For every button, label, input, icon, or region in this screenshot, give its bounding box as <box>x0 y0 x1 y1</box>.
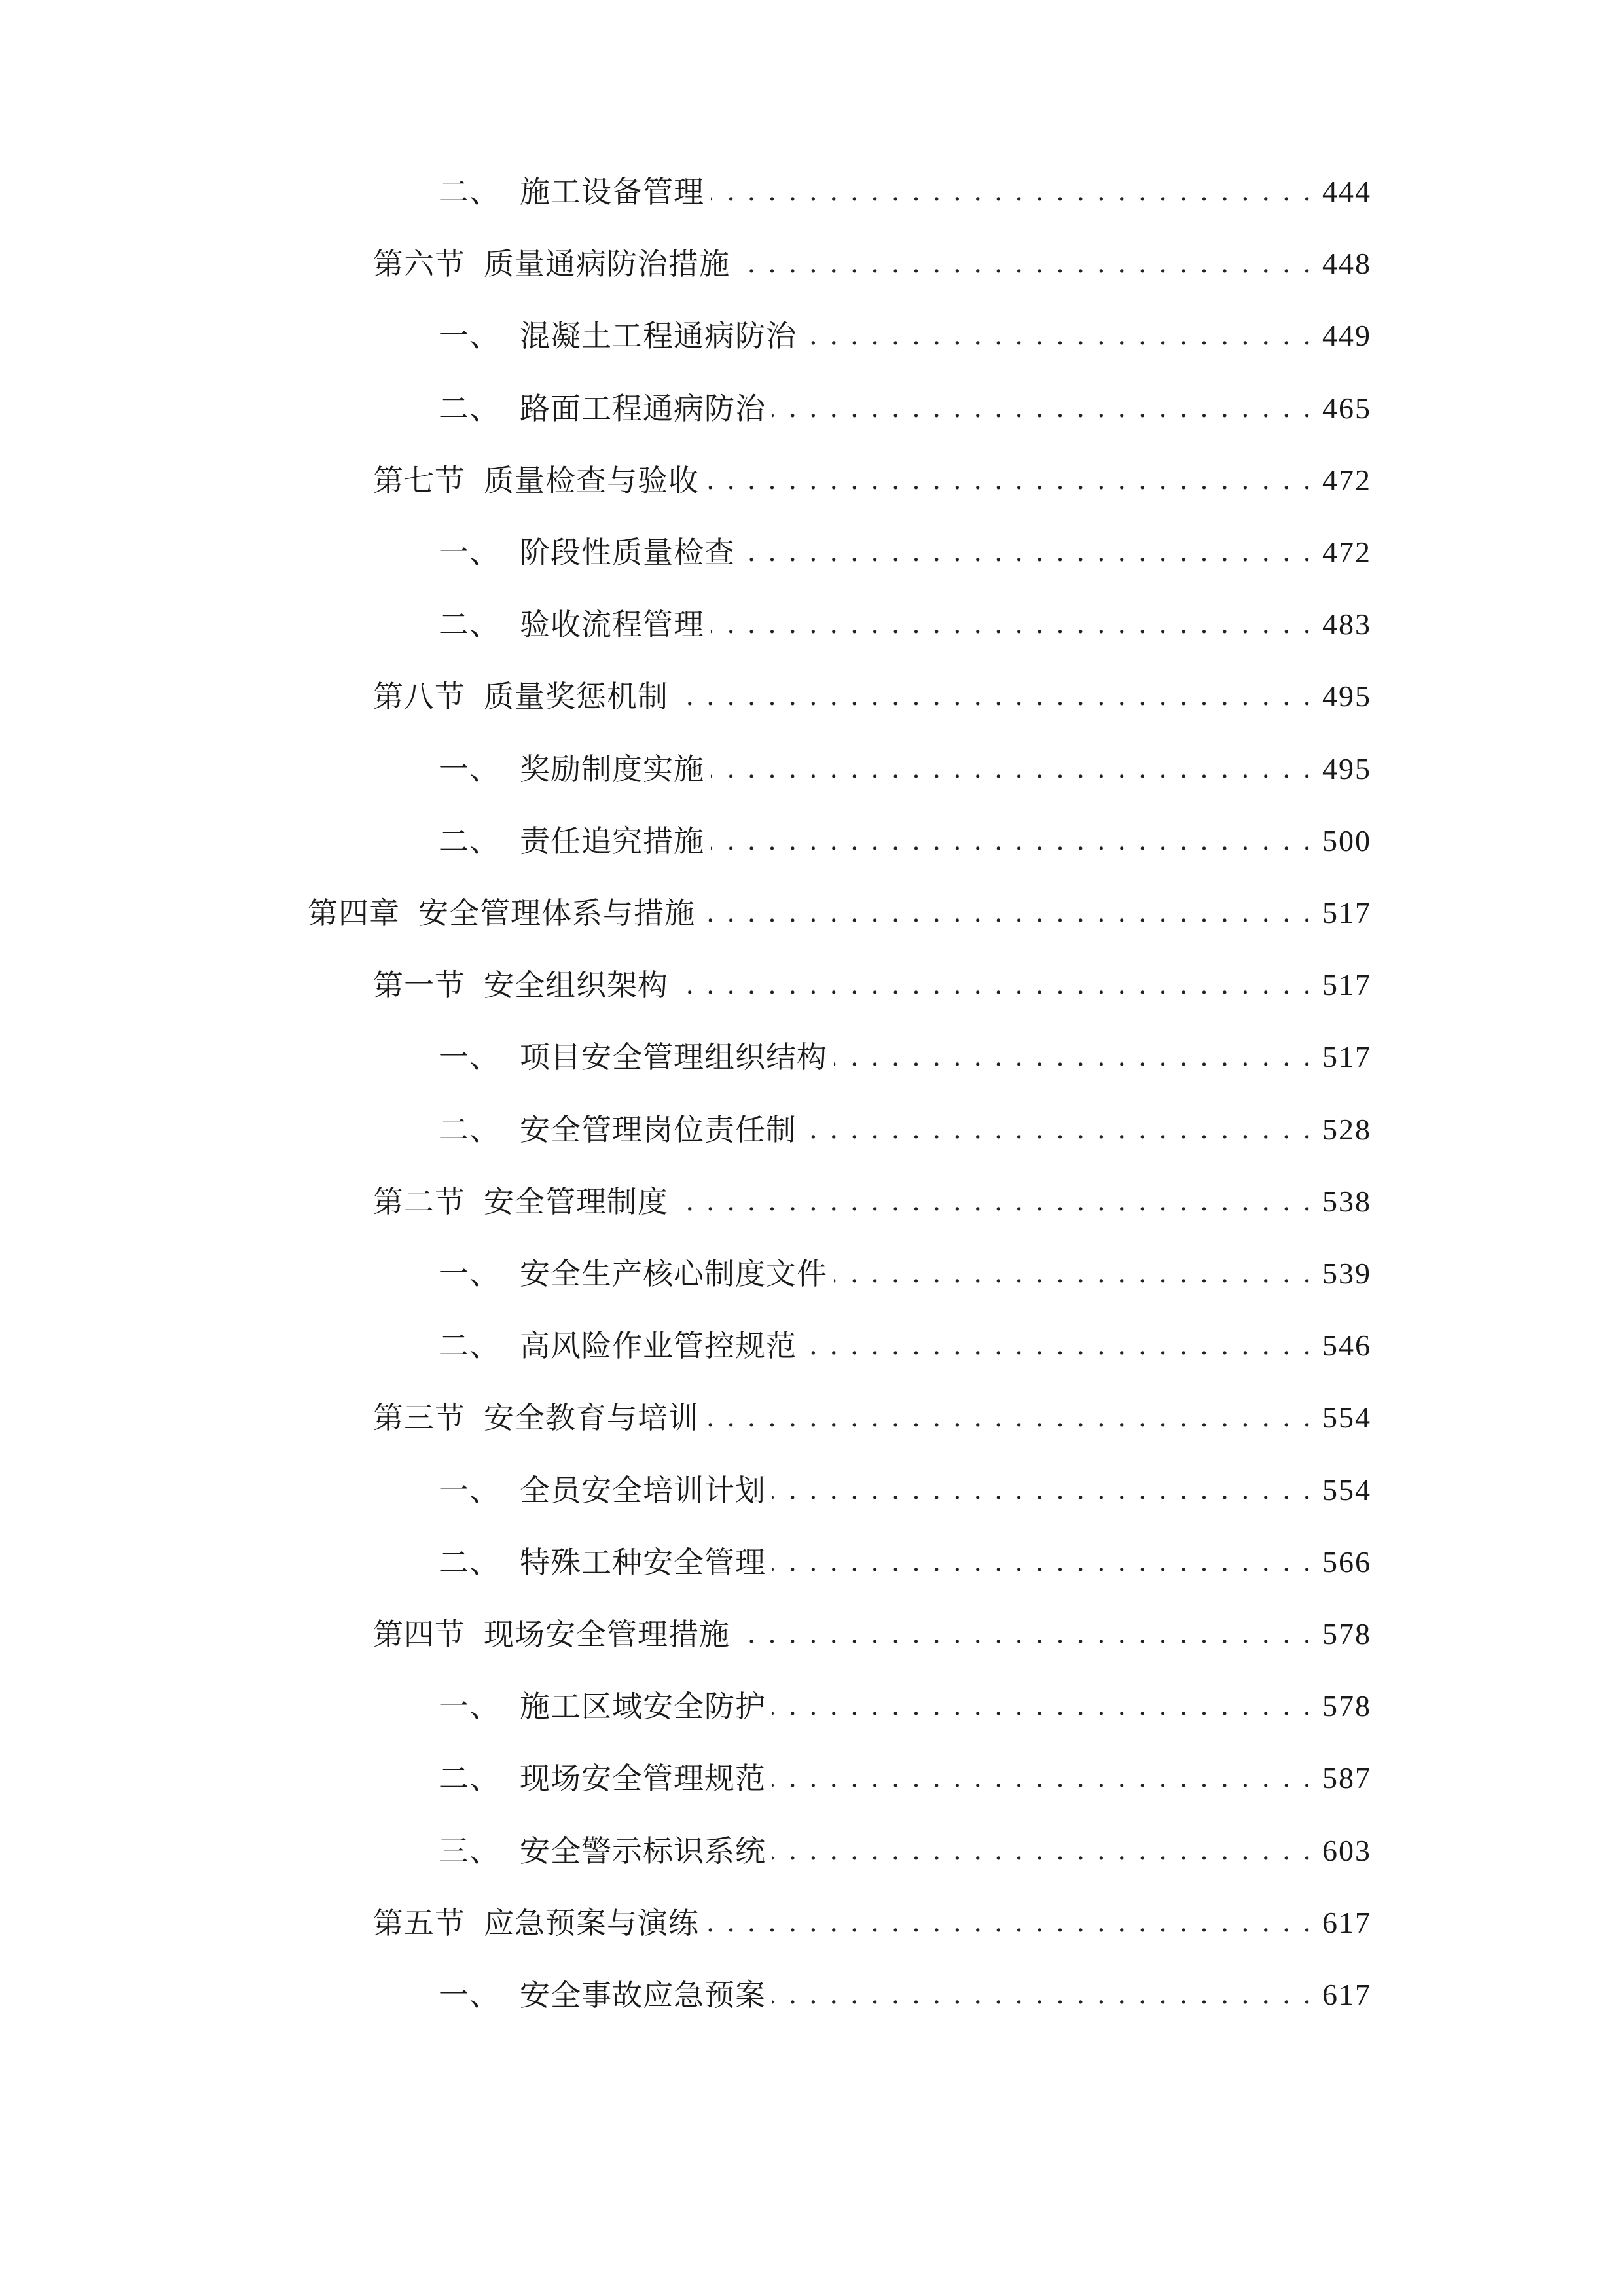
toc-dot-leader <box>711 815 1313 867</box>
toc-dot-leader <box>706 1391 1313 1444</box>
toc-dot-leader <box>834 1031 1313 1083</box>
toc-entry-number: 一、 <box>439 1977 500 2013</box>
toc-entry-title: 安全管理制度 <box>484 1183 668 1219</box>
toc-entry-title: 全员安全培训计划 <box>520 1472 766 1508</box>
toc-entry-title: 责任追究措施 <box>520 823 704 859</box>
toc-entry-number: 第一节 <box>373 967 465 1003</box>
toc-entry-page-number: 465 <box>1322 391 1371 425</box>
toc-entry-number: 二、 <box>439 1328 500 1364</box>
toc-dot-leader <box>675 670 1313 723</box>
toc-entry[interactable] <box>308 887 1371 939</box>
toc-entry[interactable] <box>373 1175 1371 1228</box>
toc-entry[interactable] <box>439 1464 1371 1516</box>
toc-entry-title: 项目安全管理组织结构 <box>520 1039 827 1075</box>
toc-entry[interactable] <box>439 526 1371 579</box>
toc-dot-leader <box>834 1247 1313 1300</box>
toc-entry[interactable] <box>439 310 1371 362</box>
toc-entry-title: 质量通病防治措施 <box>484 246 730 282</box>
toc-entry-number: 第三节 <box>373 1400 465 1436</box>
toc-entry[interactable] <box>373 454 1371 507</box>
toc-dot-leader <box>772 1969 1313 2021</box>
toc-dot-leader <box>772 382 1313 435</box>
toc-entry-number: 一、 <box>439 1689 500 1725</box>
toc-entry-page-number: 578 <box>1322 1689 1371 1723</box>
toc-dot-leader <box>675 959 1313 1011</box>
toc-entry-page-number: 449 <box>1322 319 1371 353</box>
toc-entry-number: 第六节 <box>373 246 465 282</box>
toc-entry-number: 二、 <box>439 1111 500 1147</box>
toc-entry-page-number: 566 <box>1322 1545 1371 1579</box>
toc-entry-title: 安全警示标识系统 <box>520 1833 766 1869</box>
toc-entry-title: 施工设备管理 <box>520 174 704 209</box>
toc-entry[interactable] <box>439 1825 1371 1877</box>
toc-entry-number: 第四节 <box>373 1617 465 1652</box>
toc-entry-page-number: 448 <box>1322 247 1371 281</box>
toc-entry-title: 质量奖惩机制 <box>484 679 668 715</box>
toc-dot-leader <box>675 1175 1313 1228</box>
toc-entry-title: 安全生产核心制度文件 <box>520 1256 827 1291</box>
toc-entry-title: 安全管理岗位责任制 <box>520 1111 797 1147</box>
toc-entry-number: 一、 <box>439 1256 500 1291</box>
toc-entry[interactable] <box>439 1752 1371 1804</box>
toc-dot-leader <box>772 1680 1313 1732</box>
toc-entry-number: 第五节 <box>373 1905 465 1941</box>
toc-entry-title: 阶段性质量检查 <box>520 535 735 570</box>
toc-entry-title: 质量检查与验收 <box>484 462 699 498</box>
toc-entry[interactable] <box>439 1103 1371 1156</box>
toc-entry-page-number: 538 <box>1322 1184 1371 1218</box>
toc-entry[interactable] <box>439 1536 1371 1588</box>
toc-entry-title: 奖励制度实施 <box>520 751 704 787</box>
toc-entry-page-number: 528 <box>1322 1112 1371 1146</box>
toc-dot-leader <box>706 454 1313 507</box>
toc-entry[interactable] <box>439 1969 1371 2021</box>
toc-dot-leader <box>772 1464 1313 1516</box>
toc-entry-number: 二、 <box>439 1761 500 1797</box>
toc-dot-leader <box>736 238 1313 290</box>
toc-entry-page-number: 517 <box>1322 1040 1371 1074</box>
toc-entry-number: 一、 <box>439 318 500 354</box>
toc-entry-number: 一、 <box>439 535 500 570</box>
toc-entry-number: 二、 <box>439 390 500 426</box>
toc-dot-leader <box>711 166 1313 218</box>
toc-entry[interactable] <box>439 1319 1371 1372</box>
toc-entry-number: 一、 <box>439 1039 500 1075</box>
toc-entry-page-number: 472 <box>1322 535 1371 569</box>
toc-entry-number: 三、 <box>439 1833 500 1869</box>
toc-entry-title: 混凝土工程通病防治 <box>520 318 797 354</box>
toc-entry-number: 二、 <box>439 1544 500 1580</box>
toc-entry-title: 施工区域安全防护 <box>520 1689 766 1725</box>
toc-entry-page-number: 500 <box>1322 823 1371 857</box>
toc-dot-leader <box>736 1608 1313 1660</box>
toc-entry[interactable] <box>373 670 1371 723</box>
toc-entry-number: 第四章 <box>308 895 400 931</box>
toc-entry-page-number: 603 <box>1322 1833 1371 1867</box>
toc-dot-leader <box>702 887 1313 939</box>
toc-entry-title: 特殊工种安全管理 <box>520 1544 766 1580</box>
toc-dot-leader <box>772 1536 1313 1588</box>
toc-dot-leader <box>772 1752 1313 1804</box>
toc-entry[interactable] <box>439 1031 1371 1083</box>
toc-entry-page-number: 617 <box>1322 1978 1371 2011</box>
toc-entry-page-number: 587 <box>1322 1761 1371 1795</box>
toc-dot-leader <box>803 1103 1313 1156</box>
toc-entry-number: 一、 <box>439 751 500 787</box>
toc-entry-number: 二、 <box>439 823 500 859</box>
toc-entry-title: 验收流程管理 <box>520 607 704 643</box>
toc-entry[interactable] <box>373 238 1371 290</box>
toc-entry-title: 安全管理体系与措施 <box>418 895 695 931</box>
toc-entry-number: 二、 <box>439 174 500 209</box>
toc-entry-title: 高风险作业管控规范 <box>520 1328 797 1364</box>
toc-dot-leader <box>803 1319 1313 1372</box>
toc-entry[interactable] <box>439 815 1371 867</box>
toc-entry-page-number: 495 <box>1322 751 1371 785</box>
toc-entry-page-number: 546 <box>1322 1329 1371 1363</box>
toc-entry-page-number: 495 <box>1322 679 1371 713</box>
toc-entry-number: 第二节 <box>373 1183 465 1219</box>
toc-entry-title: 安全教育与培训 <box>484 1400 699 1436</box>
toc-entry-page-number: 539 <box>1322 1257 1371 1290</box>
toc-entry-title: 现场安全管理措施 <box>484 1617 730 1652</box>
toc-entry[interactable] <box>373 959 1371 1011</box>
toc-entry-page-number: 554 <box>1322 1473 1371 1507</box>
toc-entry-page-number: 578 <box>1322 1617 1371 1651</box>
toc-entry-page-number: 444 <box>1322 175 1371 208</box>
toc-entry-page-number: 483 <box>1322 607 1371 641</box>
toc-entry-title: 现场安全管理规范 <box>520 1761 766 1797</box>
toc-entry-title: 安全事故应急预案 <box>520 1977 766 2013</box>
toc-entry[interactable] <box>439 598 1371 651</box>
toc-dot-leader <box>711 743 1313 795</box>
toc-entry-number: 二、 <box>439 607 500 643</box>
toc-dot-leader <box>711 598 1313 651</box>
toc-entry[interactable] <box>439 166 1371 218</box>
toc-entry[interactable] <box>373 1897 1371 1949</box>
toc-entry-number: 一、 <box>439 1472 500 1508</box>
toc-entry[interactable] <box>373 1608 1371 1660</box>
toc-entry-page-number: 554 <box>1322 1401 1371 1435</box>
toc-dot-leader <box>706 1897 1313 1949</box>
toc-entry-page-number: 472 <box>1322 463 1371 497</box>
toc-entry-page-number: 517 <box>1322 968 1371 1002</box>
toc-entry-page-number: 517 <box>1322 896 1371 929</box>
toc-entry[interactable] <box>439 743 1371 795</box>
toc-entry-title: 路面工程通病防治 <box>520 390 766 426</box>
toc-entry[interactable] <box>373 1391 1371 1444</box>
toc-entry-number: 第七节 <box>373 462 465 498</box>
toc-dot-leader <box>772 1825 1313 1877</box>
toc-entry[interactable] <box>439 382 1371 435</box>
toc-entry-number: 第八节 <box>373 679 465 715</box>
toc-dot-leader <box>742 526 1313 579</box>
toc-entry[interactable] <box>439 1247 1371 1300</box>
toc-dot-leader <box>803 310 1313 362</box>
toc-entry[interactable] <box>439 1680 1371 1732</box>
toc-entry-title: 应急预案与演练 <box>484 1905 699 1941</box>
toc-entry-page-number: 617 <box>1322 1905 1371 1939</box>
toc-entry-title: 安全组织架构 <box>484 967 668 1003</box>
